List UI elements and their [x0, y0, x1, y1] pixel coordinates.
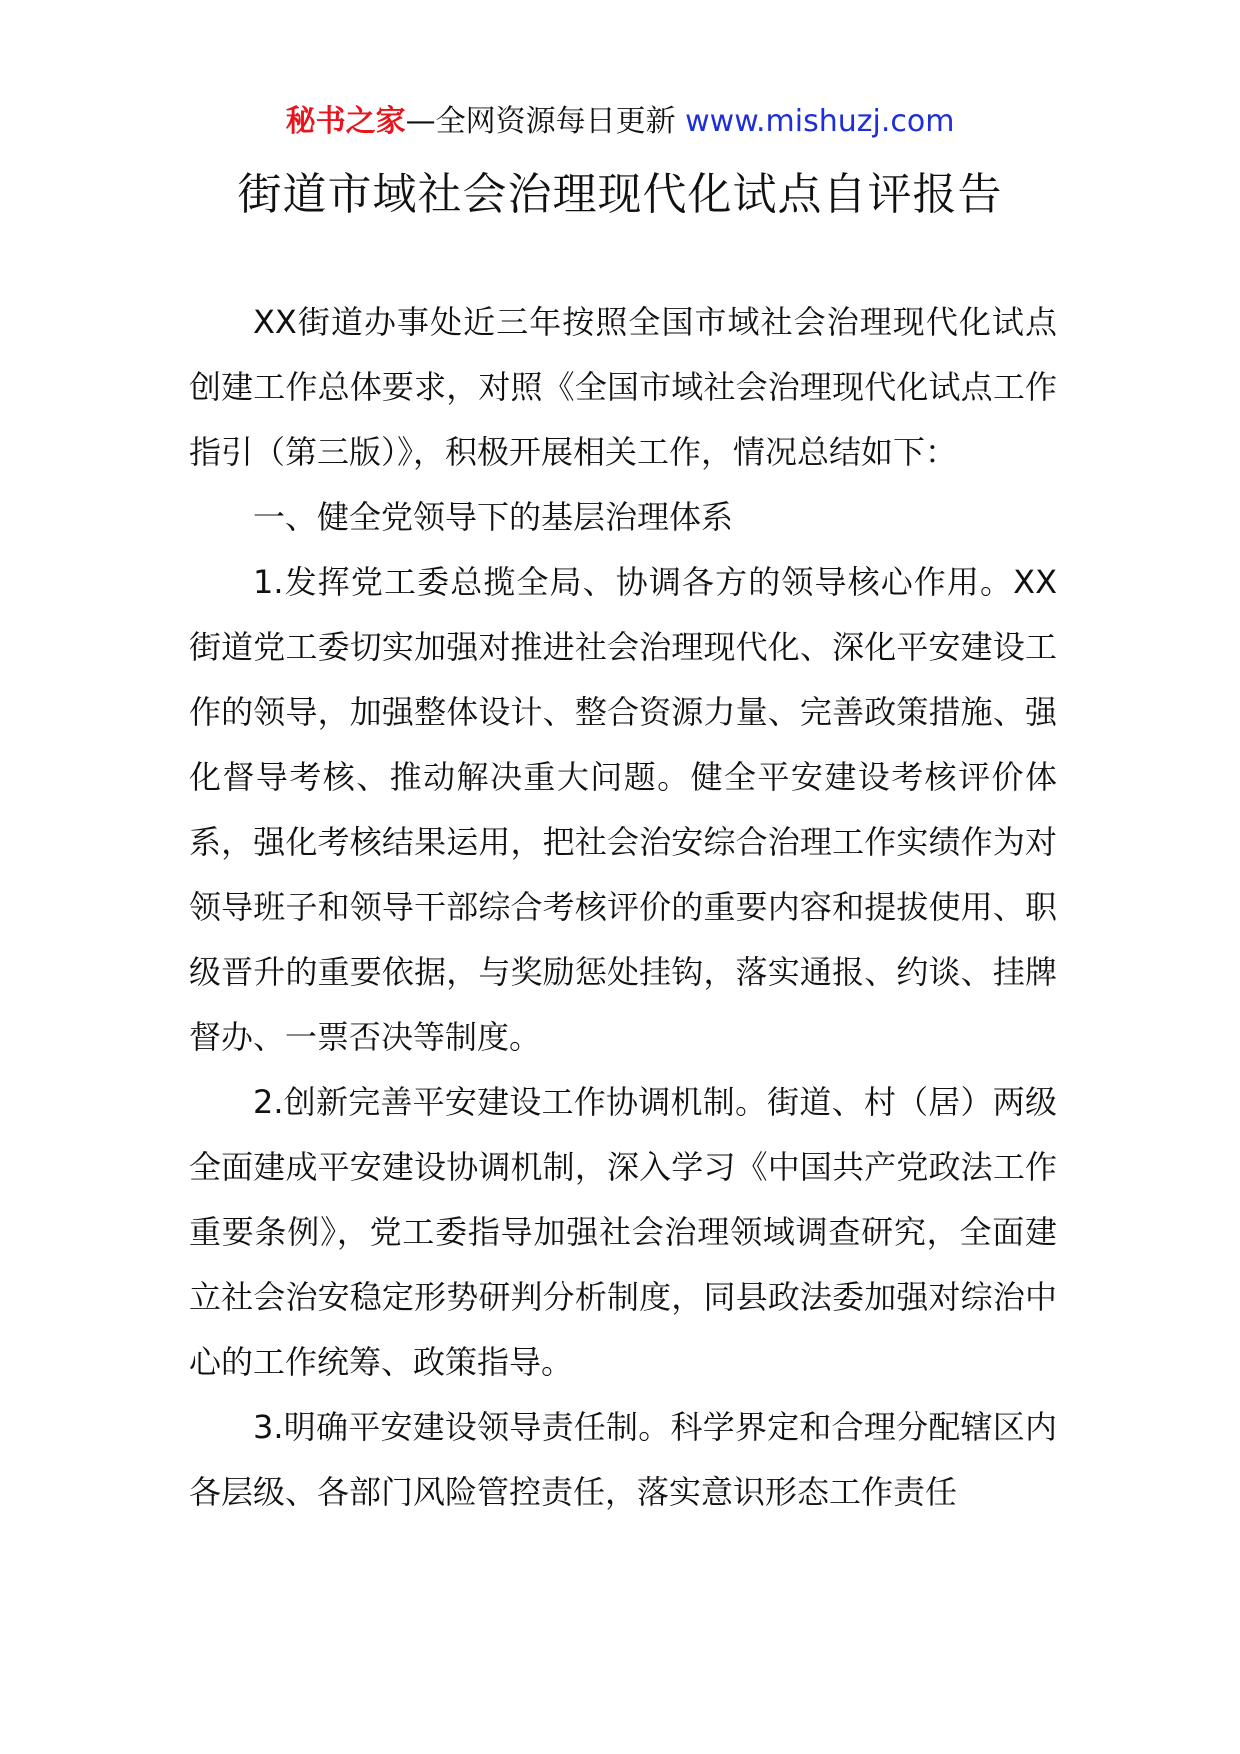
section-heading: 一、健全党领导下的基层治理体系: [253, 498, 734, 536]
document-body: [189, 290, 1057, 1525]
body-paragraph-3: 3.明确平安建设领导责任制。科学界定和合理分配辖区内各层级、各部门风险管控责任，落实意识形态工作责任: [189, 1408, 1057, 1511]
document-title: 街道市域社会治理现代化试点自评报告: [237, 169, 1003, 220]
site-banner: [0, 100, 1240, 144]
banner-tagline: —全网资源每日更新: [405, 104, 676, 139]
brand-name: 秘书之家: [285, 104, 406, 139]
body-paragraph-2: 2.创新完善平安建设工作协调机制。街道、村（居）两级全面建成平安建设协调机制，深入学习《中国共产党政法工作重要条例》，党工委指导加强社会治理领域调查研究，全面建立社会治安稳定形势研判分析制度，同县政法委加强对综治中心的工作统筹、政策指导。: [189, 1083, 1057, 1381]
intro-paragraph: XX街道办事处近三年按照全国市域社会治理现代化试点创建工作总体要求，对照《全国市域社会治理现代化试点工作指引（第三版）》，积极开展相关工作，情况总结如下：: [189, 303, 1057, 471]
body-paragraph-1: 1.发挥党工委总揽全局、协调各方的领导核心作用。XX街道党工委切实加强对推进社会治理现代化、深化平安建设工作的领导，加强整体设计、整合资源力量、完善政策措施、强化督导考核、推动解决重大问题。健全平安建设考核评价体系，强化考核结果运用，把社会治安综合治理工作实绩作为对领导班子和领导干部综合考核评价的重要内容和提拔使用、职级晋升的重要依据，与奖励惩处挂钩，落实通报、约谈、挂牌督办、一票否决等制度。: [189, 563, 1057, 1056]
site-url-link[interactable]: www.mishuzj.com: [685, 104, 955, 139]
